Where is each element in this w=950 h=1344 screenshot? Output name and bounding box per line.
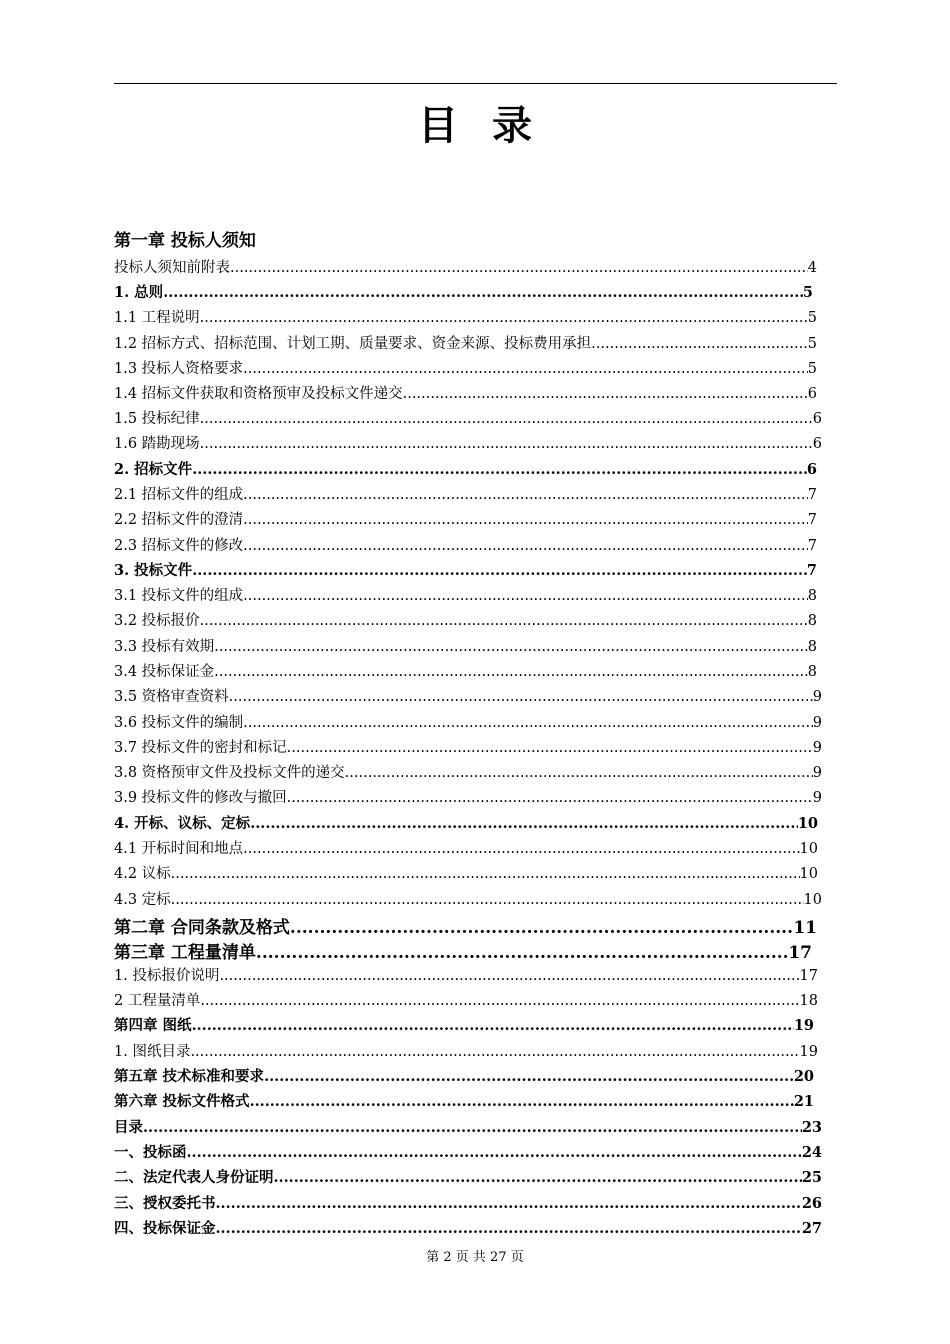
toc-leader-dots	[243, 841, 799, 857]
toc-leader-dots	[171, 892, 804, 908]
toc-entry-page: 20	[793, 1068, 814, 1085]
toc-entry-page: 10	[799, 841, 818, 857]
toc-entry[interactable]	[114, 1090, 814, 1116]
toc-entry-page: 10	[799, 866, 818, 882]
toc-entry[interactable]	[114, 508, 817, 534]
toc-entry[interactable]	[114, 888, 822, 913]
toc-entry-text: 3.3 投标有效期	[114, 639, 215, 655]
toc-leader-dots	[264, 1068, 794, 1085]
toc-heading-chapter-1	[114, 226, 844, 256]
toc-entry-page: 8	[807, 639, 817, 655]
toc-entry-page: 27	[801, 1220, 822, 1237]
toc-entry-page: 10	[797, 815, 818, 832]
toc-leader-dots	[243, 538, 808, 554]
toc-leader-dots	[591, 336, 808, 352]
toc-entry-text: 1. 图纸目录	[114, 1044, 191, 1060]
toc-entry-text: 第二章 合同条款及格式	[114, 918, 290, 938]
toc-leader-dots	[287, 740, 813, 756]
toc-entry[interactable]	[114, 256, 817, 281]
toc-entry[interactable]	[114, 786, 822, 812]
toc-entry-page: 6	[812, 436, 822, 452]
toc-entry-text: 第五章 技术标准和要求	[114, 1068, 265, 1085]
toc-entry-page: 9	[812, 765, 822, 781]
toc-entry-page: 19	[793, 1017, 814, 1034]
toc-leader-dots	[216, 1220, 802, 1237]
toc-leader-dots	[200, 436, 813, 452]
toc-entry-page: 25	[801, 1169, 822, 1186]
toc-entry-text: 1. 总则	[114, 284, 164, 301]
toc-entry-text: 投标人须知前附表	[114, 260, 230, 276]
toc-leader-dots	[243, 588, 808, 604]
toc-entry-text: 1.2 招标方式、招标范围、计划工期、质量要求、资金来源、投标费用承担	[114, 336, 592, 352]
toc-entry-text: 3. 投标文件	[114, 562, 193, 579]
toc-entry-page: 9	[812, 740, 822, 756]
toc-entry-page: 7	[806, 562, 817, 579]
toc-entry-text: 4. 开标、议标、定标	[114, 815, 251, 832]
toc-entry-text: 3.6 投标文件的编制	[114, 715, 244, 731]
toc-entry[interactable]	[114, 382, 817, 407]
toc-leader-dots	[200, 411, 813, 427]
toc-entry-text: 第四章 图纸	[114, 1017, 192, 1034]
toc-entry-text: 一、投标函	[114, 1144, 187, 1161]
toc-entry[interactable]	[114, 736, 822, 761]
toc-entry-page: 6	[807, 386, 817, 402]
toc-entry[interactable]	[114, 837, 818, 862]
page-footer: 第 2 页 共 27 页	[426, 1250, 524, 1265]
toc-entry-text: 第三章 工程量清单	[114, 943, 256, 963]
toc-leader-dots	[250, 1093, 794, 1110]
toc-entry[interactable]	[114, 635, 817, 660]
toc-entry-page: 7	[807, 512, 817, 528]
toc-entry-page: 11	[793, 918, 817, 938]
toc-entry-text: 3.8 资格预审文件及投标文件的递交	[114, 765, 345, 781]
toc-leader-dots	[171, 866, 800, 882]
toc-entry-page: 5	[807, 336, 817, 352]
toc-leader-dots	[214, 664, 808, 680]
toc-leader-dots	[403, 386, 808, 402]
toc-entry-text: 2.3 招标文件的修改	[114, 538, 244, 554]
toc-entry-page: 6	[806, 461, 817, 478]
table-of-contents	[114, 226, 844, 1242]
toc-chapter-entry[interactable]	[114, 938, 812, 964]
toc-entry[interactable]	[114, 1116, 822, 1141]
toc-entry[interactable]	[114, 483, 817, 508]
toc-entry-page: 19	[799, 1044, 818, 1060]
toc-entry-page: 26	[801, 1195, 822, 1212]
toc-entry-page: 9	[812, 715, 822, 731]
toc-leader-dots	[187, 1144, 802, 1161]
toc-entry[interactable]	[114, 332, 817, 357]
toc-leader-dots	[290, 918, 793, 938]
toc-leader-dots	[250, 815, 798, 832]
toc-entry-page: 7	[807, 538, 817, 554]
toc-entry[interactable]	[114, 281, 813, 306]
toc-chapter-entry[interactable]	[114, 913, 817, 938]
toc-entry-text: 四、投标保证金	[114, 1220, 216, 1237]
toc-entry-text: 2. 招标文件	[114, 461, 193, 478]
toc-leader-dots	[229, 689, 813, 705]
toc-entry-text: 二、法定代表人身份证明	[114, 1169, 274, 1186]
toc-leader-dots	[243, 487, 808, 503]
toc-leader-dots	[143, 1119, 802, 1136]
toc-entry-text: 3.2 投标报价	[114, 613, 200, 629]
toc-entry-text: 1.4 招标文件获取和资格预审及投标文件递交	[114, 386, 403, 402]
toc-leader-dots	[256, 943, 788, 963]
toc-leader-dots	[192, 562, 807, 579]
toc-entry[interactable]	[114, 534, 817, 559]
toc-entry-text: 1.5 投标纪律	[114, 411, 200, 427]
toc-leader-dots	[219, 968, 799, 984]
toc-entry-page: 5	[807, 310, 817, 326]
toc-entry-page: 18	[799, 993, 818, 1009]
toc-leader-dots	[192, 1017, 794, 1034]
toc-leader-dots	[200, 310, 808, 326]
toc-entry-text: 目录	[114, 1119, 143, 1136]
toc-entry-page: 24	[801, 1144, 822, 1161]
toc-entry-page: 5	[802, 284, 813, 301]
toc-entry[interactable]	[114, 862, 818, 888]
toc-entry[interactable]	[114, 1141, 822, 1166]
toc-entry[interactable]	[114, 1065, 814, 1090]
toc-entry-text: 2.2 招标文件的澄清	[114, 512, 244, 528]
toc-entry[interactable]	[114, 660, 817, 685]
toc-entry-page: 10	[803, 892, 822, 908]
toc-entry[interactable]	[114, 1192, 822, 1217]
toc-entry-text: 3.7 投标文件的密封和标记	[114, 740, 287, 756]
toc-entry[interactable]	[114, 1040, 818, 1065]
toc-entry[interactable]	[114, 432, 822, 458]
toc-leader-dots	[243, 512, 808, 528]
toc-entry-page: 8	[807, 613, 817, 629]
toc-leader-dots	[163, 284, 803, 301]
toc-entry-page: 9	[812, 689, 822, 705]
toc-entry[interactable]	[114, 306, 817, 332]
page-title: 目录	[418, 102, 566, 149]
toc-entry-text: 4.1 开标时间和地点	[114, 841, 244, 857]
toc-leader-dots	[230, 260, 808, 276]
toc-leader-dots	[274, 1169, 802, 1186]
toc-entry[interactable]	[114, 989, 818, 1014]
toc-entry[interactable]	[114, 584, 817, 609]
toc-entry-page: 4	[807, 260, 817, 276]
toc-entry-text: 3.4 投标保证金	[114, 664, 215, 680]
toc-entry-text: 1. 投标报价说明	[114, 968, 220, 984]
toc-entry[interactable]	[114, 458, 817, 483]
toc-leader-dots	[214, 639, 808, 655]
toc-entry-text: 2.1 招标文件的组成	[114, 487, 244, 503]
toc-entry-text: 1.3 投标人资格要求	[114, 361, 244, 377]
toc-entry-text: 4.2 议标	[114, 866, 171, 882]
toc-entry-page: 8	[807, 664, 817, 680]
toc-entry-text: 1.1 工程说明	[114, 310, 200, 326]
toc-entry[interactable]	[114, 1217, 822, 1242]
toc-entry-page: 6	[812, 411, 822, 427]
toc-leader-dots	[243, 361, 808, 377]
toc-entry[interactable]	[114, 964, 818, 989]
toc-entry[interactable]	[114, 357, 817, 382]
toc-entry[interactable]	[114, 1014, 814, 1040]
toc-entry-page: 17	[788, 943, 812, 963]
toc-entry-text: 第一章 投标人须知	[114, 231, 256, 251]
toc-leader-dots	[345, 765, 813, 781]
toc-leader-dots	[200, 613, 808, 629]
toc-entry-text: 3.1 投标文件的组成	[114, 588, 244, 604]
toc-entry-text: 三、授权委托书	[114, 1195, 216, 1212]
toc-entry-text: 3.5 资格审查资料	[114, 689, 229, 705]
toc-entry-page: 17	[799, 968, 818, 984]
toc-entry-page: 9	[812, 790, 822, 806]
toc-leader-dots	[190, 1044, 799, 1060]
toc-entry[interactable]	[114, 685, 822, 711]
header-rule	[114, 83, 837, 84]
toc-entry-page: 21	[793, 1093, 814, 1110]
toc-entry-text: 4.3 定标	[114, 892, 171, 908]
toc-entry-page: 23	[801, 1119, 822, 1136]
toc-entry[interactable]	[114, 761, 822, 786]
toc-entry[interactable]	[114, 1166, 822, 1192]
toc-entry-page: 8	[807, 588, 817, 604]
toc-entry[interactable]	[114, 711, 822, 736]
toc-leader-dots	[287, 790, 813, 806]
toc-entry-page: 5	[807, 361, 817, 377]
toc-entry-text: 1.6 踏勘现场	[114, 436, 200, 452]
toc-leader-dots	[200, 993, 799, 1009]
toc-entry-text: 3.9 投标文件的修改与撤回	[114, 790, 287, 806]
toc-entry[interactable]	[114, 609, 817, 635]
toc-entry[interactable]	[114, 812, 818, 837]
toc-leader-dots	[216, 1195, 802, 1212]
toc-entry[interactable]	[114, 559, 817, 584]
toc-entry[interactable]	[114, 407, 822, 432]
toc-entry-text: 第六章 投标文件格式	[114, 1093, 250, 1110]
toc-leader-dots	[243, 715, 813, 731]
toc-entry-text: 2 工程量清单	[114, 993, 201, 1009]
toc-entry-page: 7	[807, 487, 817, 503]
toc-leader-dots	[192, 461, 807, 478]
